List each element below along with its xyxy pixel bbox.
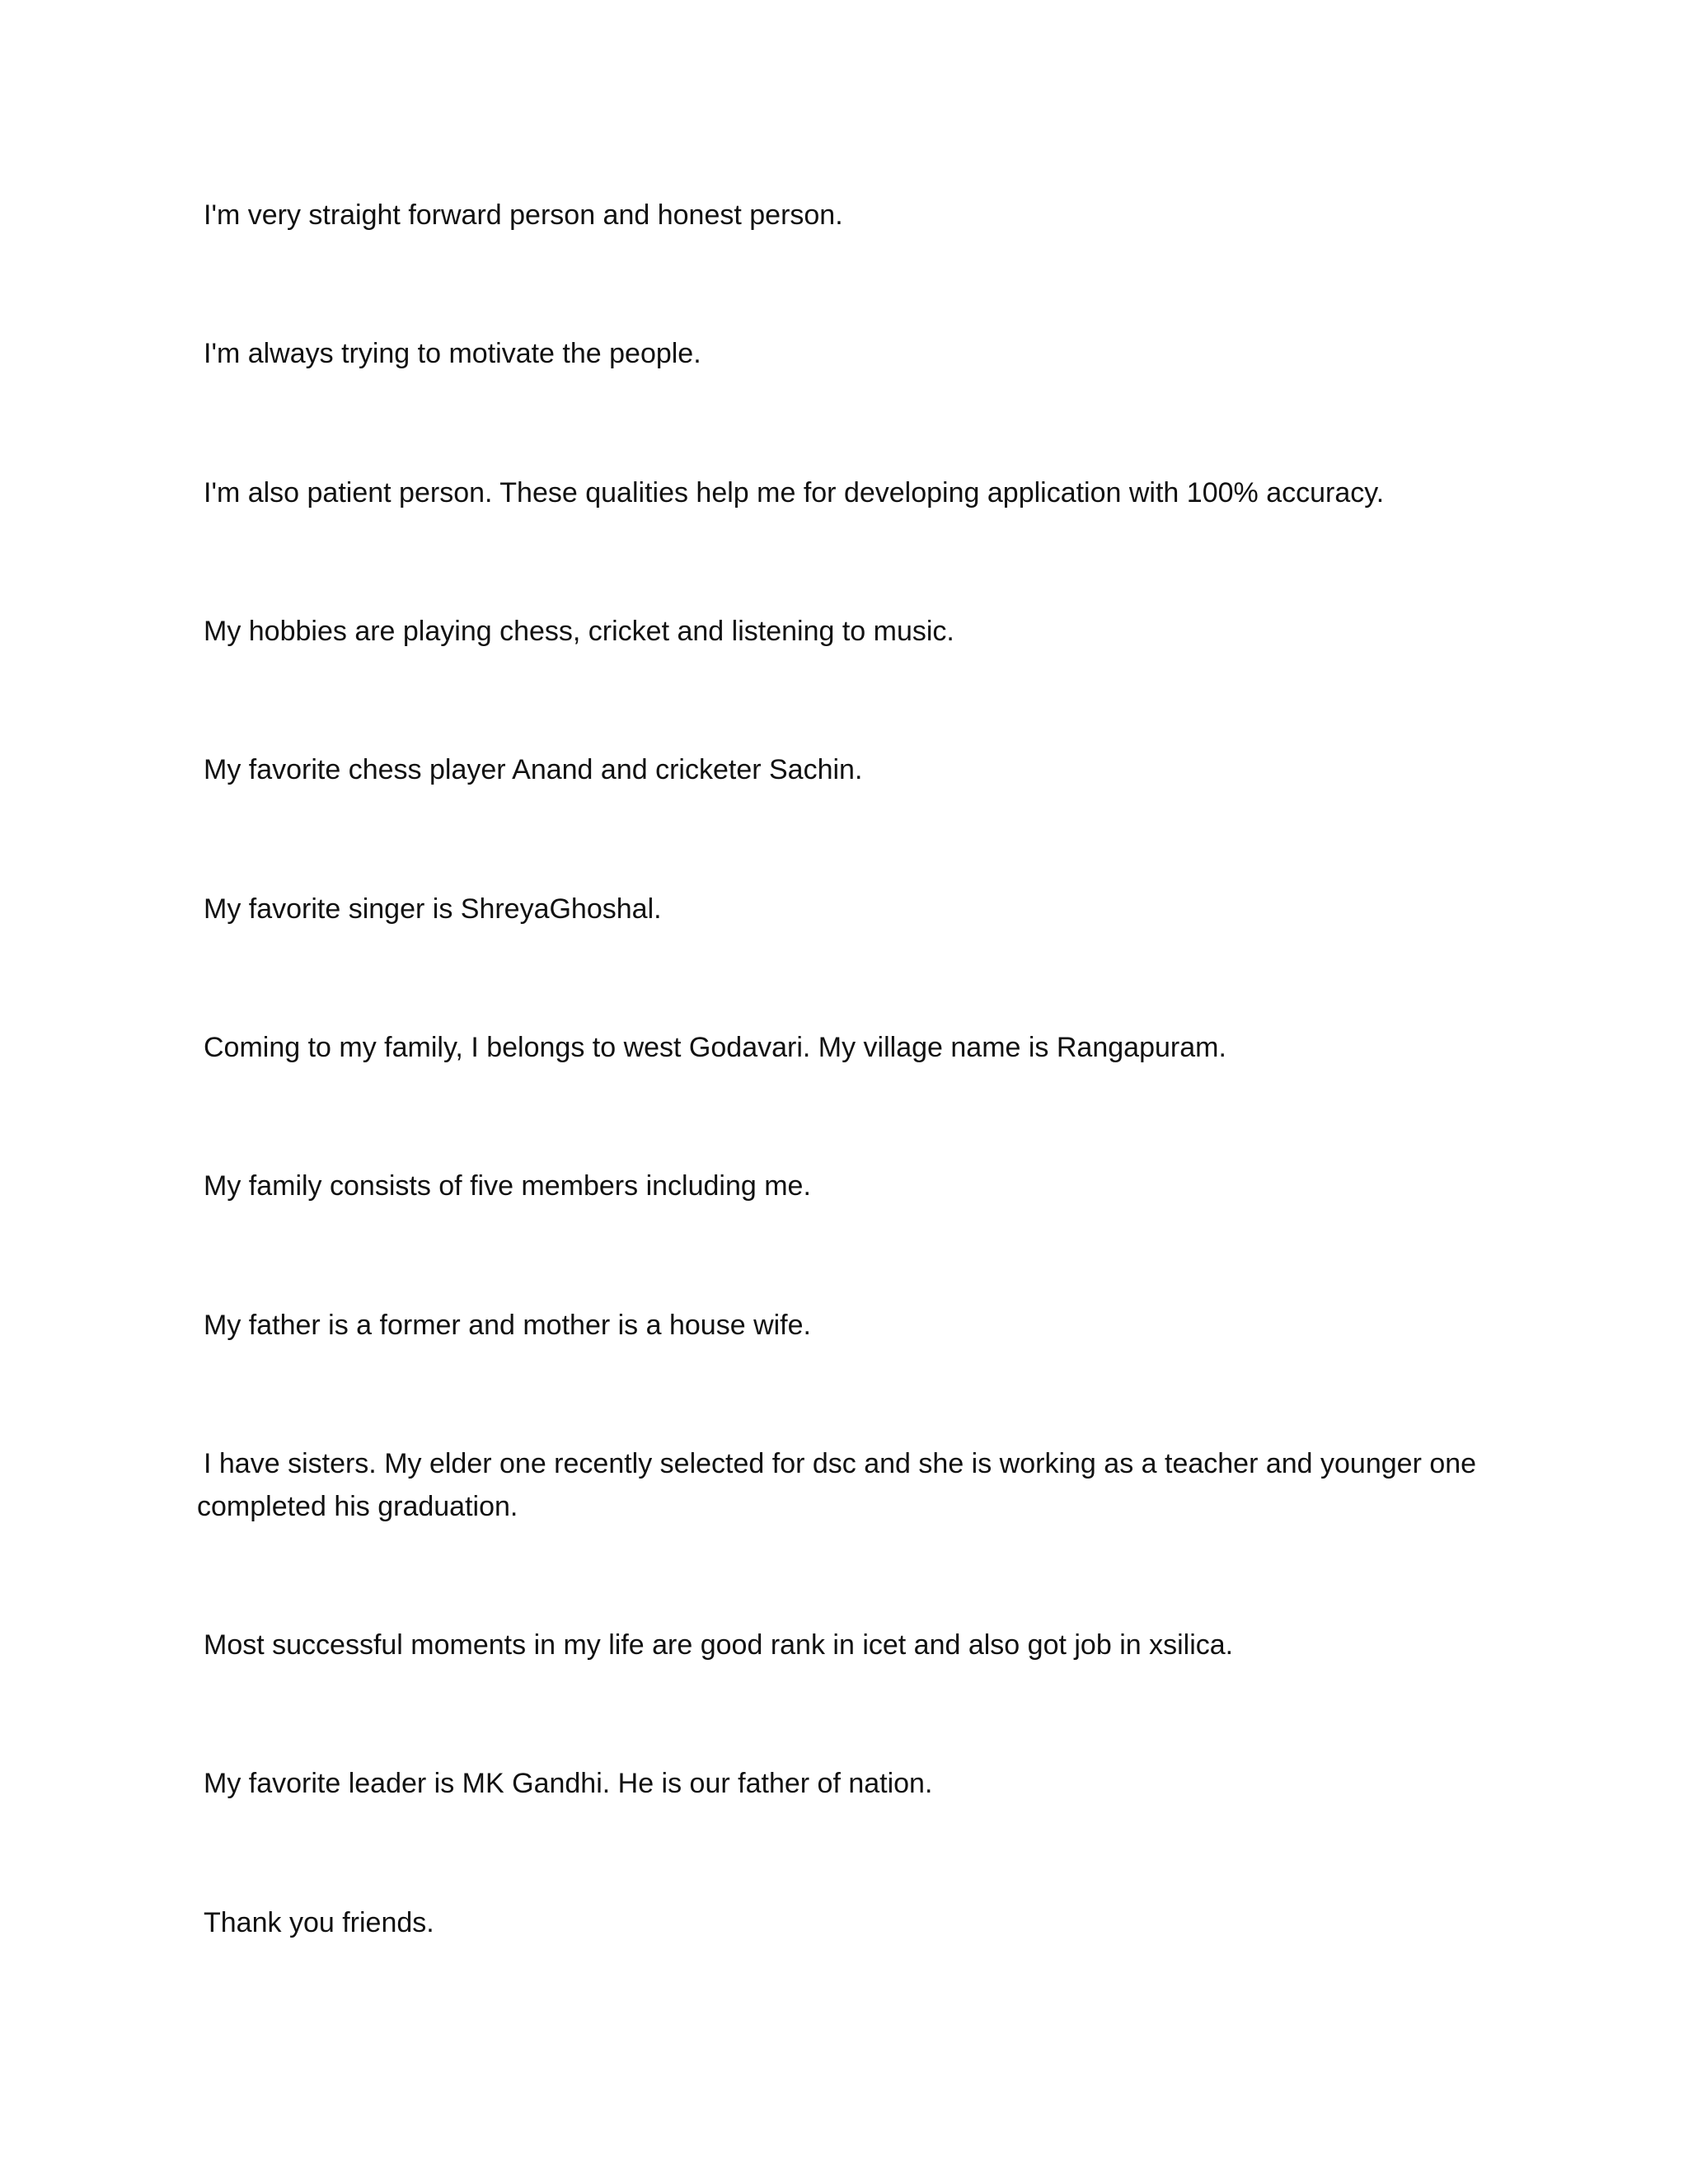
paragraph-line: I'm very straight forward person and honest person.: [204, 199, 843, 231]
paragraph-line: My family consists of five members including me.: [204, 1170, 811, 1202]
paragraph-line: My father is a former and mother is a house wife.: [204, 1310, 811, 1341]
paragraph-line: My favorite leader is MK Gandhi. He is our father of nation.: [204, 1768, 933, 1799]
paragraph-line: I'm also patient person. These qualities help me for developing application with 100% accuracy.: [204, 477, 1385, 509]
paragraph-line: My hobbies are playing chess, cricket and listening to music.: [204, 616, 954, 647]
paragraph-line: I have sisters. My elder one recently selected for dsc and she is working as a teacher and younger one: [204, 1448, 1477, 1479]
paragraph-line: completed his graduation.: [197, 1491, 518, 1522]
paragraph-line: Coming to my family, I belongs to west Godavari. My village name is Rangapuram.: [204, 1032, 1226, 1063]
paragraph-line: Thank you friends.: [204, 1907, 434, 1938]
paragraph-line: Most successful moments in my life are good rank in icet and also got job in xsilica.: [204, 1629, 1234, 1661]
paragraph-line: My favorite singer is ShreyaGhoshal.: [204, 893, 662, 925]
paragraph-line: I'm always trying to motivate the people.: [204, 338, 701, 369]
paragraph-line: My favorite chess player Anand and cricketer Sachin.: [204, 754, 863, 785]
